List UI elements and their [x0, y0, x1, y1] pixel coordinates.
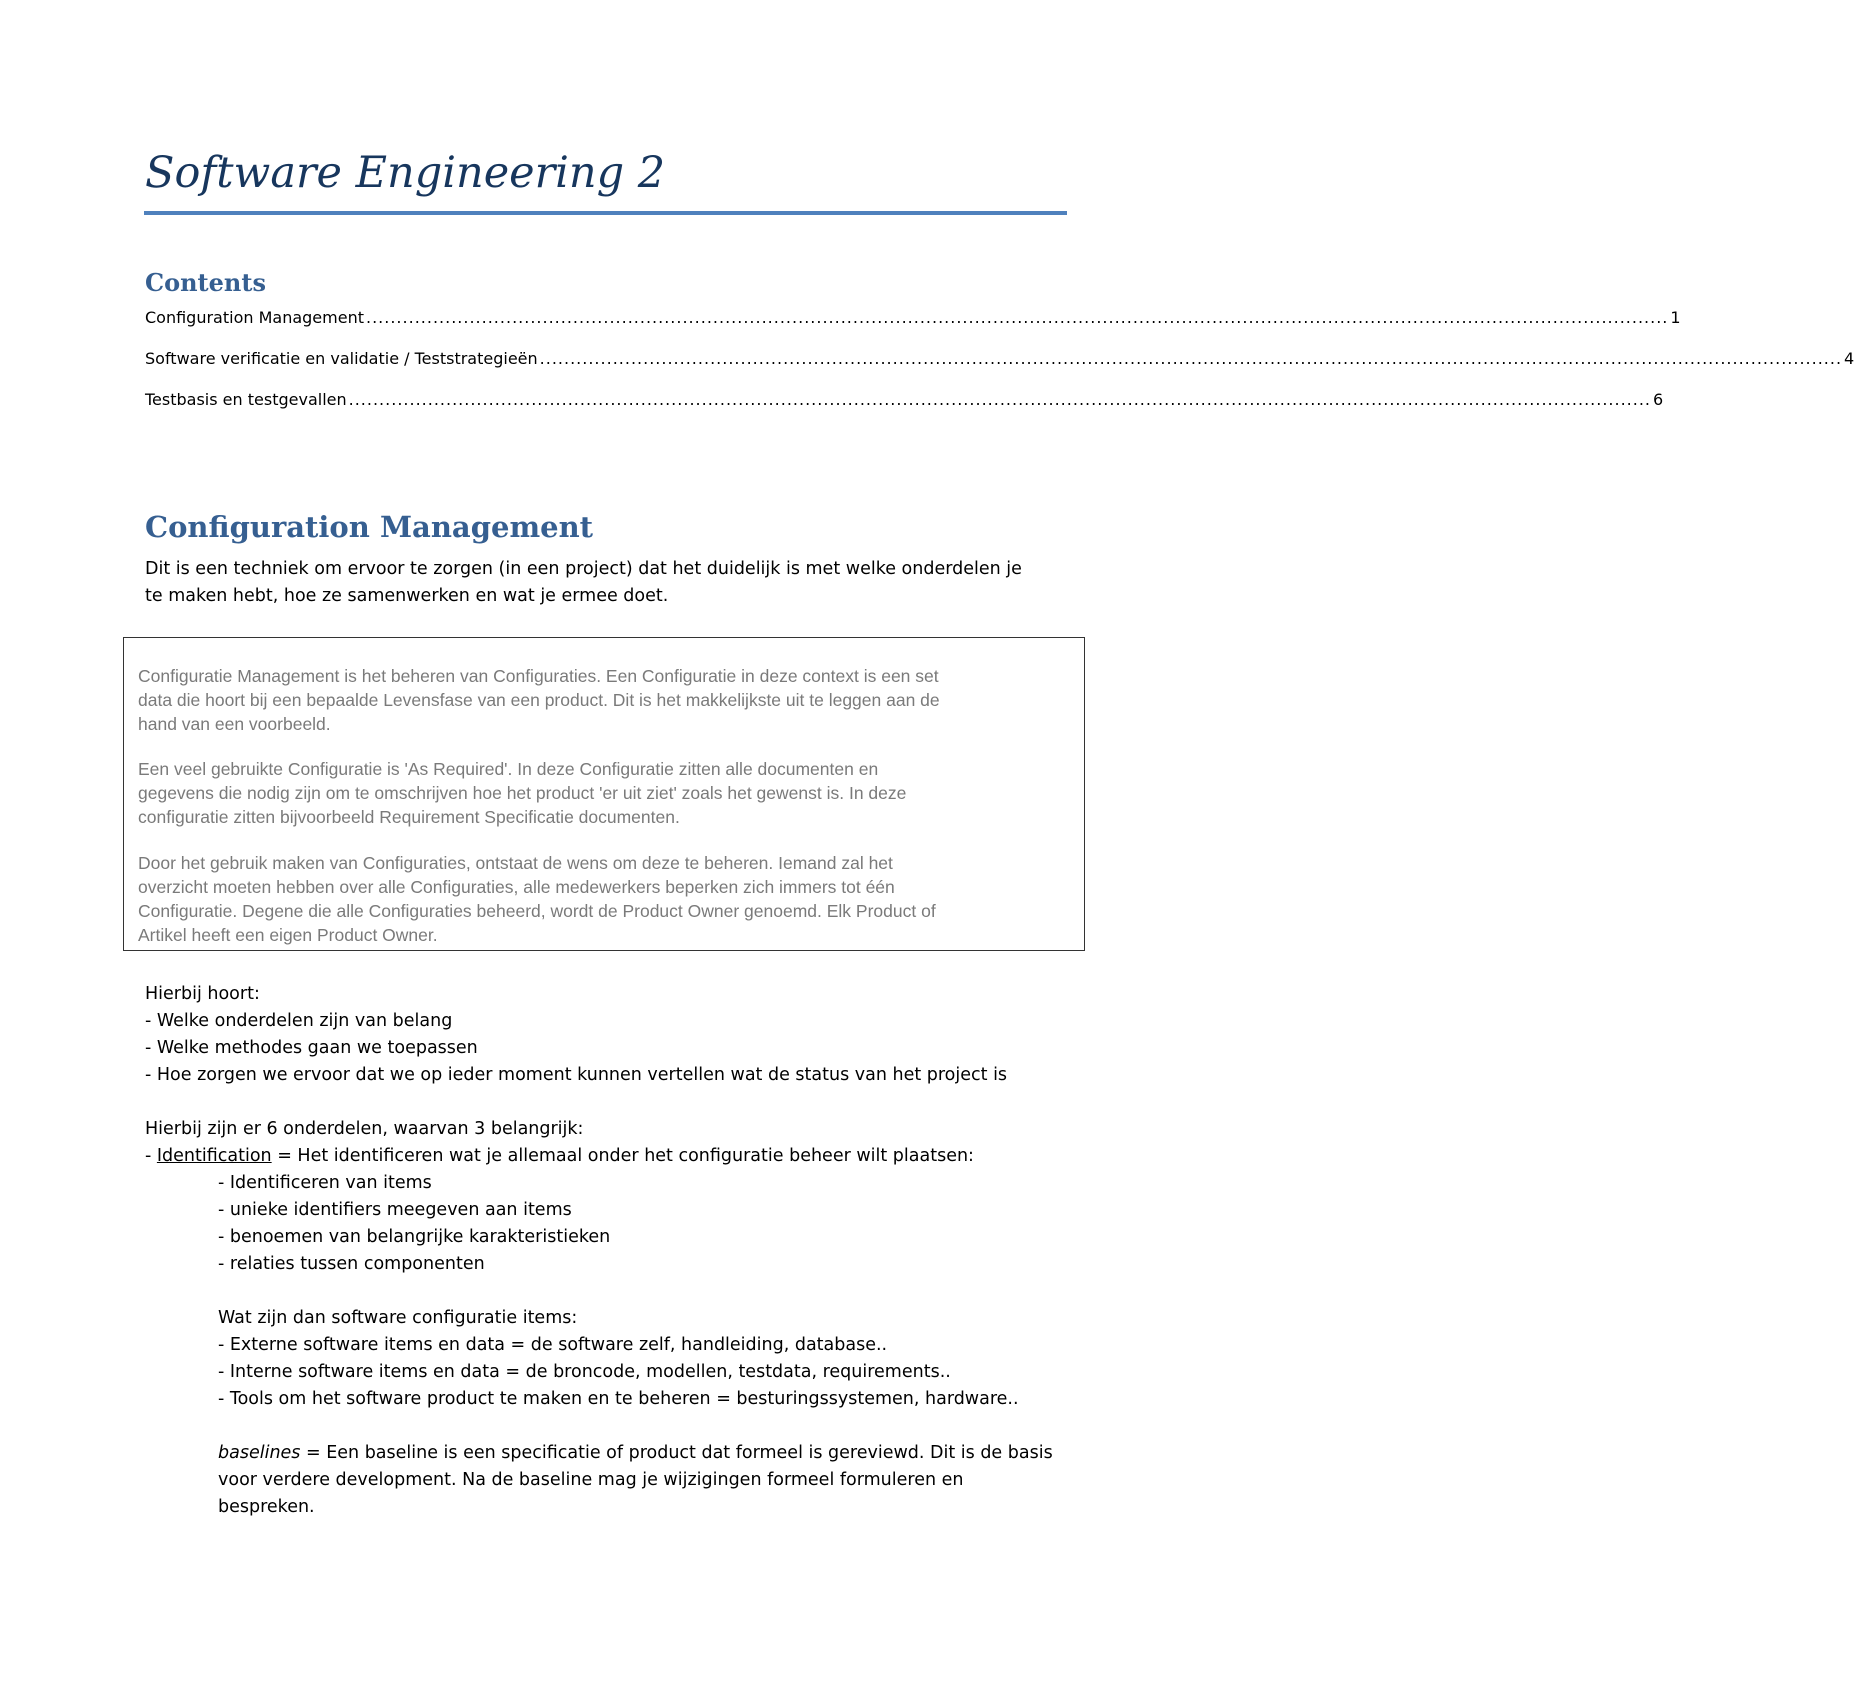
- list-item: - Externe software items en data = de software zelf, handleiding, database..: [218, 1335, 888, 1355]
- baselines-description: = Een baseline is een specificatie of product dat formeel is gereviewd. Dit is de basis: [300, 1443, 1053, 1463]
- toc-entry[interactable]: [145, 349, 1854, 368]
- toc-entry[interactable]: [145, 390, 1664, 409]
- list-item: - benoemen van belangrijke karakteristieken: [218, 1227, 611, 1247]
- baselines-line: voor verdere development. Na de baseline mag je wijzigingen formeel formuleren en: [218, 1470, 964, 1490]
- quote-paragraph: [138, 851, 1078, 947]
- quote-line: Artikel heeft een eigen Product Owner.: [138, 925, 438, 945]
- list-item: - Welke methodes gaan we toepassen: [145, 1038, 478, 1058]
- quote-line: Door het gebruik maken van Configuraties, ontstaat de wens om deze te beheren. Iemand zal het: [138, 853, 893, 873]
- document-title: Software Engineering 2: [145, 148, 666, 198]
- identification-prefix: -: [145, 1146, 157, 1166]
- list-item: - unieke identifiers meegeven aan items: [218, 1200, 572, 1220]
- toc-leader-dots: ......................................................................................................................................................................................................................: [539, 349, 1843, 368]
- baselines-line: bespreken.: [218, 1497, 315, 1517]
- quote-line: hand van een voorbeeld.: [138, 714, 331, 734]
- toc-entry-label: Testbasis en testgevallen: [145, 390, 347, 409]
- quote-line: Een veel gebruikte Configuratie is 'As Required'. In deze Configuratie zitten alle documenten en: [138, 759, 879, 779]
- sci-heading: Wat zijn dan software configuratie items:: [218, 1308, 578, 1328]
- quote-line: data die hoort bij een bepaalde Levensfase van een product. Dit is het makkelijkste uit te leggen aan de: [138, 690, 940, 710]
- identification-description: = Het identificeren wat je allemaal onder het configuratie beheer wilt plaatsen:: [271, 1146, 974, 1166]
- intro-line: Dit is een techniek om ervoor te zorgen (in een project) dat het duidelijk is met welke onderdelen je: [145, 559, 1022, 579]
- list-item: - Welke onderdelen zijn van belang: [145, 1011, 453, 1031]
- title-underline-rule: [144, 211, 1067, 215]
- toc-entry-label: Configuration Management: [145, 308, 364, 327]
- list-item: - relaties tussen componenten: [218, 1254, 485, 1274]
- baselines-term: baselines: [218, 1443, 301, 1463]
- baselines-line: [218, 1442, 1053, 1464]
- quote-paragraph: [138, 757, 1078, 829]
- quote-line: configuratie zitten bijvoorbeeld Requirement Specificatie documenten.: [138, 807, 680, 827]
- quote-paragraph: [138, 664, 1078, 736]
- toc-entry-page: 6: [1653, 390, 1664, 409]
- hierbij-hoort-heading: Hierbij hoort:: [145, 984, 260, 1004]
- contents-heading: Contents: [145, 268, 266, 297]
- intro-line: te maken hebt, hoe ze samenwerken en wat je ermee doet.: [145, 586, 669, 606]
- list-item: - Tools om het software product te maken en te beheren = besturingssystemen, hardware..: [218, 1389, 1019, 1409]
- identification-term: Identification: [156, 1146, 272, 1166]
- section-heading: Configuration Management: [145, 510, 594, 544]
- intro-paragraph: [145, 556, 1070, 610]
- identification-line: [145, 1145, 974, 1167]
- toc-leader-dots: ......................................................................................................................................................................................................................: [366, 308, 1669, 327]
- quote-line: overzicht moeten hebben over alle Configuraties, alle medewerkers beperken zich immers tot één: [138, 877, 895, 897]
- list-item: - Interne software items en data = de broncode, modellen, testdata, requirements..: [218, 1362, 951, 1382]
- quote-line: Configuratie Management is het beheren van Configuraties. Een Configuratie in deze context is een set: [138, 666, 939, 686]
- quote-line: Configuratie. Degene die alle Configuraties beheerd, wordt de Product Owner genoemd. Elk Product of: [138, 901, 936, 921]
- toc-entry-page: 4: [1844, 349, 1854, 368]
- toc-entry-page: 1: [1670, 308, 1681, 327]
- toc-entry[interactable]: [145, 308, 1681, 327]
- onderdelen-heading: Hierbij zijn er 6 onderdelen, waarvan 3 belangrijk:: [145, 1119, 584, 1139]
- quote-line: gegevens die nodig zijn om te omschrijven hoe het product 'er uit ziet' zoals het gewenst is. In deze: [138, 783, 907, 803]
- toc-entry-label: Software verificatie en validatie / Teststrategieën: [145, 349, 538, 368]
- toc-leader-dots: ......................................................................................................................................................................................................................: [348, 390, 1652, 409]
- list-item: - Identificeren van items: [218, 1173, 432, 1193]
- list-item: - Hoe zorgen we ervoor dat we op ieder moment kunnen vertellen wat de status van het project is: [145, 1065, 1008, 1085]
